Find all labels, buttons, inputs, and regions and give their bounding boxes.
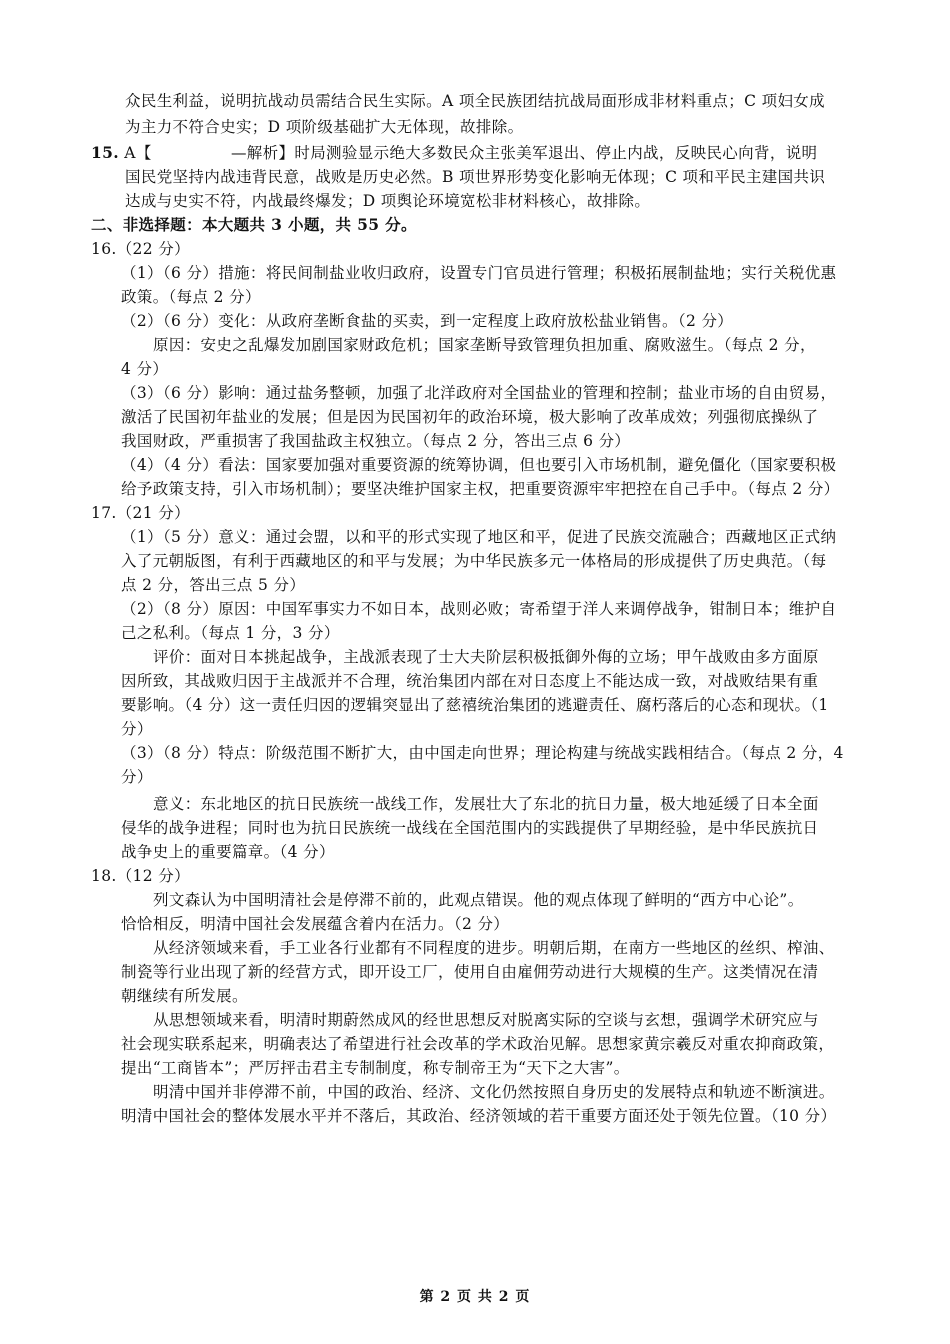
text-line: 明清中国并非停滞不前，中国的政治、经济、文化仍然按照自身历史的发展特点和轨迹不断演进。 [153, 1083, 835, 1101]
text-line: 原因：安史之乱爆发加剧国家财政危机；国家垄断导致管理负担加重、腐败滋生。（每点 2 分， [153, 336, 816, 354]
text-line: 意义：东北地区的抗日民族统一战线工作，发展壮大了东北的抗日力量，极大地延缓了日本全面 [153, 795, 819, 813]
page-footer: 第 2 页 共 2 页 [419, 1289, 531, 1305]
text-line: 给予政策支持，引入市场机制）；要坚决维护国家主权，把重要资源牢牢把控在自己手中。（每点 2 分） [121, 480, 840, 498]
text-line: 16.（22 分） [91, 240, 190, 258]
text-line: 从经济领域来看，手工业各行业都有不同程度的进步。明朝后期，在南方一些地区的丝织、榨油、 [153, 939, 835, 957]
text-line: 政策。（每点 2 分） [121, 288, 261, 306]
text-line: 入了元朝版图，有利于西藏地区的和平与发展；为中华民族多元一体格局的形成提供了历史典范。（每 [121, 552, 827, 570]
text-line: 4 分） [121, 360, 169, 378]
text-line: 分） [121, 768, 153, 786]
text-line: （3）（8 分）特点：阶级范围不断扩大，由中国走向世界；理论构建与统战实践相结合。（每点 2 分，4 [121, 744, 844, 762]
text-line: 侵华的战争进程；同时也为抗日民族统一战线在全国范围内的实践提供了早期经验，是中华民族抗日 [121, 819, 819, 837]
text-line: 恰恰相反，明清中国社会发展蕴含着内在活力。（2 分） [121, 915, 510, 933]
text-line: 激活了民国初年盐业的发展；但是因为民国初年的政治环境，极大影响了改革成效；列强彻底操纵了 [121, 408, 819, 426]
text-line: （1）（6 分）措施：将民间制盐业收归政府，设置专门官员进行管理；积极拓展制盐地；实行关税优惠 [121, 264, 837, 282]
text-line: （2）（8 分）原因：中国军事实力不如日本，战则必败；寄希望于洋人来调停战争，钳制日本；维护自 [121, 600, 837, 618]
text-line: 列文森认为中国明清社会是停滞不前的，此观点错误。他的观点体现了鲜明的“西方中心论”。 [153, 891, 804, 909]
text-line: 国民党坚持内战违背民意，战败是历史必然。B 项世界形势变化影响无体现；C 项和平民主建国共识 [125, 168, 826, 186]
text-line: 制瓷等行业出现了新的经营方式，即开设工厂，使用自由雇佣劳动进行大规模的生产。这类情况在清 [121, 963, 819, 981]
text-line: （4）（4 分）看法：国家要加强对重要资源的统筹协调，但也要引入市场机制，避免僵化（国家要积极 [121, 456, 837, 474]
text-line: 提出“工商皆本”；严厉抨击君主专制制度，称专制帝王为“天下之大害”。 [121, 1059, 630, 1077]
text-line: 朝继续有所发展。 [121, 987, 248, 1005]
text-line: 二、非选择题：本大题共 3 小题，共 55 分。 [91, 215, 417, 234]
text-line: 从思想领域来看，明清时期蔚然成风的经世思想反对脱离实际的空谈与玄想，强调学术研究应与 [153, 1011, 819, 1029]
text-line: 点 2 分，答出三点 5 分） [121, 576, 306, 594]
text-line: 15. A【 —解析】时局测验显示绝大多数民众主张美军退出、停止内战，反映民心向背，说明 [91, 143, 818, 162]
text-line: 评价：面对日本挑起战争，主战派表现了士大夫阶层积极抵御外侮的立场；甲午战败由多方面原 [153, 648, 819, 666]
text-line: （2）（6 分）变化：从政府垄断食盐的买卖，到一定程度上政府放松盐业销售。（2 分） [121, 312, 734, 330]
text-line: 17.（21 分） [91, 504, 190, 522]
text-line: 社会现实联系起来，明确表达了希望进行社会改革的学术政治见解。思想家黄宗羲反对重农抑商政策， [121, 1035, 835, 1053]
text-line: （3）（6 分）影响：通过盐务整顿，加强了北洋政府对全国盐业的管理和控制；盐业市场的自由贸易， [121, 384, 837, 402]
text-line: 战争史上的重要篇章。（4 分） [121, 843, 335, 861]
text-line: 明清中国社会的整体发展水平并不落后，其政治、经济领域的若干重要方面还处于领先位置。（10 分） [121, 1107, 837, 1125]
text-line: 众民生利益，说明抗战动员需结合民生实际。A 项全民族团结抗战局面形成非材料重点；C 项妇女成 [125, 92, 826, 110]
text-line: 我国财政，严重损害了我国盐政主权独立。（每点 2 分，答出三点 6 分） [121, 432, 631, 450]
text-line: 要影响。（4 分）这一责任归因的逻辑突显出了慈禧统治集团的逃避责任、腐朽落后的心态和现状。（1 [121, 696, 829, 714]
text-line: 己之私利。（每点 1 分，3 分） [121, 624, 340, 642]
text-line: 为主力不符合史实；D 项阶级基础扩大无体现，故排除。 [125, 118, 524, 136]
text-line: 18.（12 分） [91, 867, 190, 885]
text-line: （1）（5 分）意义：通过会盟，以和平的形式实现了地区和平，促进了民族交流融合；西藏地区正式纳 [121, 528, 837, 546]
text-line: 分） [121, 720, 153, 738]
text-line: 因所致，其战败归因于主战派并不合理，统治集团内部在对日态度上不能达成一致，对战败结果有重 [121, 672, 819, 690]
text-line: 达成与史实不符，内战最终爆发；D 项舆论环境宽松非材料核心，故排除。 [125, 192, 651, 210]
